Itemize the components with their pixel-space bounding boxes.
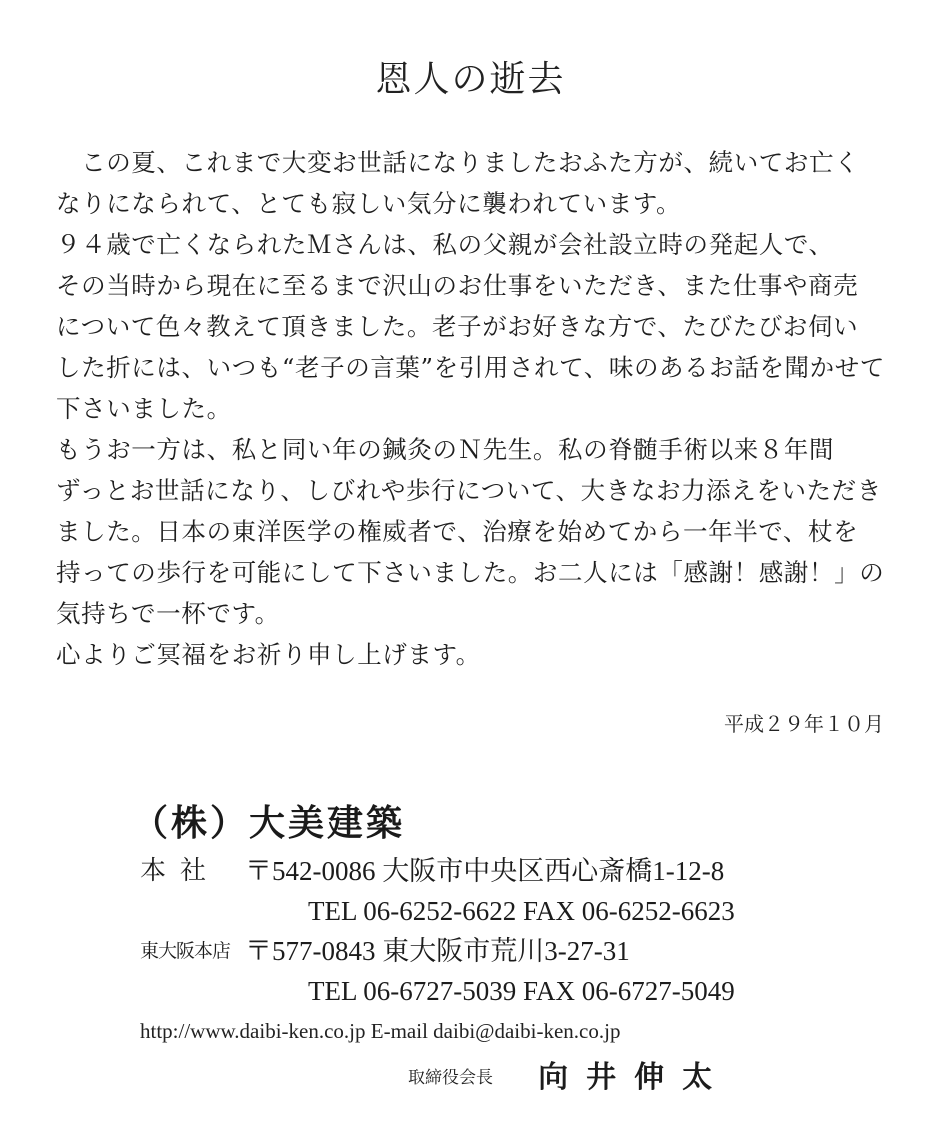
signature-name: 向井伸太 bbox=[538, 1060, 731, 1095]
body-line: ９４歳で亡くなられたＭさんは、私の父親が会社設立時の発起人で、 bbox=[56, 230, 834, 259]
signature-role: 取締役会長 bbox=[408, 1068, 493, 1088]
contact-line: http://www.daibi-ken.co.jp E-mail daibi@daibi-ken.co.jp bbox=[140, 1019, 621, 1043]
company-name: （株）大美建築 bbox=[132, 803, 406, 844]
east-branch-phone-fax: TEL 06-6727-5039 FAX 06-6727-5049 bbox=[308, 976, 735, 1006]
body-line: 気持ちで一杯です。 bbox=[56, 599, 280, 628]
body-line: なりになられて、とても寂しい気分に襲われています。 bbox=[56, 189, 682, 218]
body-line: この夏、これまで大変お世話になりましたおふた方が、続いてお亡く bbox=[56, 148, 860, 177]
head-office-label: 本社 bbox=[140, 856, 221, 886]
letter-date: 平成２９年１０月 bbox=[724, 712, 884, 736]
body-line: 心よりご冥福をお祈り申し上げます。 bbox=[56, 640, 481, 669]
body-line: その当時から現在に至るまで沢山のお仕事をいただき、また仕事や商売 bbox=[56, 271, 859, 300]
body-line: 持っての歩行を可能にして下さいました。お二人には「感謝！感謝！」の bbox=[56, 558, 885, 587]
page-title: 恩人の逝去 bbox=[375, 59, 566, 100]
body-line: した折には、いつも“老子の言葉”を引用されて、味のあるお話を聞かせて bbox=[56, 353, 885, 382]
body-line: について色々教えて頂きました。老子がお好きな方で、たびたびお伺い bbox=[56, 312, 859, 341]
body-line: もうお一方は、私と同い年の鍼灸のＮ先生。私の脊髄手術以来８年間 bbox=[56, 435, 835, 464]
head-office-address: 〒542-0086 大阪市中央区西心斎橋1-12-8 bbox=[245, 856, 725, 886]
signature bbox=[408, 1058, 730, 1098]
body-line: 下さいました。 bbox=[56, 394, 232, 423]
body-line: ずっとお世話になり、しびれや歩行について、大きなお力添えをいただき bbox=[56, 476, 882, 505]
letter-body bbox=[56, 142, 888, 675]
head-office-phone-fax: TEL 06-6252-6622 FAX 06-6252-6623 bbox=[308, 896, 735, 926]
east-branch-label: 東大阪本店 bbox=[140, 940, 231, 962]
east-branch-address: 〒577-0843 東大阪市荒川3-27-31 bbox=[245, 936, 630, 966]
body-line: ました。日本の東洋医学の権威者で、治療を始めてから一年半で、杖を bbox=[56, 517, 859, 546]
